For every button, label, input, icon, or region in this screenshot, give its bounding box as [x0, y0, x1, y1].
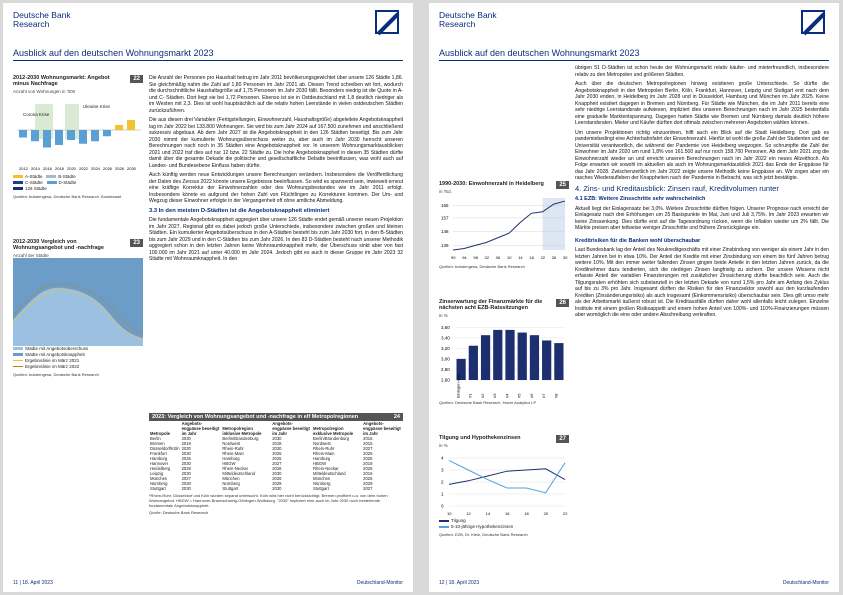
brand-name: Deutsche Bank: [439, 10, 497, 20]
table-cell: Hamburg: [313, 456, 331, 461]
x-tick: 26: [551, 255, 557, 260]
table-header: Metropolregion exklusive Metropole: [313, 426, 354, 436]
legend-item: Städte mit Angebotsüberschuss: [25, 346, 89, 351]
figure-25: [439, 181, 569, 269]
comparison-table: [149, 421, 403, 491]
x-tick: 14: [518, 255, 523, 260]
x-tick: 2026: [103, 166, 112, 171]
table-cell: HBGW: [313, 461, 327, 466]
page-title: Ausblick auf den deutschen Wohnungsmarkt 2023: [13, 48, 214, 58]
y-tick: 3: [441, 467, 444, 473]
footer: [439, 580, 829, 586]
legend-item: 5-10-jährige Hypothekenzinsen: [451, 524, 514, 529]
table-cell: 2029: [181, 466, 191, 471]
table-cell: Nürnberg: [313, 481, 331, 486]
y-tick: 1: [441, 491, 444, 497]
legend-22: [13, 174, 143, 192]
table-cell: 2025: [363, 476, 373, 481]
table-cell: Leipzig: [150, 471, 164, 476]
table-cell: 2030: [181, 446, 191, 451]
table-header: Angebots-engpässe beseitigt im Jahr: [363, 421, 401, 436]
bar: [91, 130, 99, 141]
figure-number: 25: [556, 181, 569, 189]
legend-item: D-Städte: [58, 180, 77, 185]
footer-page: 11 | 18. April 2023: [13, 580, 53, 586]
section-heading: 4. Zins- und Kreditausblick: Zinsen rauf, Kreditvolumen runter: [575, 183, 779, 193]
x-tick: 30: [563, 255, 568, 260]
table-cell: Mitteldeutschland: [313, 471, 346, 476]
y-tick: 3,60: [441, 324, 450, 330]
title-rule: [13, 60, 403, 61]
bar: [481, 335, 490, 380]
table-cell: Stuttgart: [150, 486, 166, 491]
paragraph: Um unsere Projektionen richtig einzuordnen, hilft auch ein Blick auf die Stadt Heidelberg. Dort gab es pandemiebedingt eine Achterbahnfahrt der Einwohnerzahl. Hierfür ist wohl die große Zahl der Studenten und der Universität verantwortlich, die während der Pandemie von Heidelberg wegzogen. So schrumpfte die Zahl der Einwohner im Jahr 2020 um rund 1,8% von 161.500 auf nur noch 158.700 Personen. Ab dem Jahr 2021 zog die Einwohnerzahl wieder an und erreicht unseren Berechnungen nach im Jahr 2022 ein neues Allzeithoch. Als Folge erwarten wir sowohl im aktuellen als auch im Wohnungsmarktausblick 2021 das Ende der Engpässe für das Jahr 2028. Zwischenzeitlich im Jahr 2022 zeigte unsere Methodik keine Engpässe an. Wir zogen aber ein rasches Wiederaufleben der Knappheiten nach der Pandemie in Betracht, was sich jetzt bestätigte.: [575, 129, 829, 181]
table-24: [149, 413, 403, 515]
figure-number: 23: [130, 239, 143, 247]
table-cell: 2027: [363, 486, 373, 491]
table-cell: München: [150, 476, 168, 481]
legend-item: Ergebnislinie im März 2022: [25, 364, 80, 369]
figure-title: 2012-2030 Wohnungsmarkt: Angebot minus Nachfrage: [13, 75, 110, 87]
y-tick: 0: [441, 503, 444, 509]
figure-source: Quellen: EZB, Dr. Klein, Deutsche Bank Research: [439, 532, 528, 537]
table-cell: Nordwest: [222, 441, 241, 446]
figure-number: 27: [556, 435, 569, 443]
table-cell: 2019: [181, 441, 191, 446]
table-number: 24: [393, 414, 400, 420]
figure-source: Quellen: bulwiengesa, Deutsche Bank Research: [13, 372, 99, 377]
table-cell: 2030: [181, 471, 191, 476]
legend-item: Ergebnislinie im März 2021: [25, 358, 80, 363]
x-tick: #4: [504, 393, 510, 398]
section-heading: 3.3 In den meisten D-Städten ist die Angebotsknappheit eliminiert: [149, 207, 330, 214]
figure-22: [13, 75, 143, 199]
figure-subtitle: in Tsd.: [439, 189, 452, 194]
figure-subtitle: Anzahl von Wohnungen in '000: [13, 89, 76, 94]
callout-corona: Corona Krise: [23, 112, 50, 117]
bar: [505, 330, 514, 380]
figure-23: [13, 239, 143, 377]
table-cell: Nordwest: [313, 441, 331, 446]
page-12: [429, 3, 839, 592]
y-tick: 157: [441, 215, 449, 221]
y-tick: 4: [441, 455, 444, 461]
x-tick: 02: [484, 255, 490, 260]
table-cell: 2030: [181, 481, 191, 486]
figure-subtitle: in %: [439, 443, 448, 448]
bar: [518, 333, 527, 380]
legend-item: A-Städte: [25, 174, 43, 179]
footer: [13, 580, 403, 586]
brand: [13, 11, 71, 29]
x-tick: #8: [553, 393, 559, 398]
table-cell: 2030: [181, 486, 191, 491]
paragraph: Auch künftig werden neue Entwicklungen unsere Berechnungen verändern. Insbesondere die Veröffentlichung der Daten des Zensus 2022 könnte unsere Ergebnisse beeinflussen. So wird es spannend sein, inwieweit erneut eine kräftige Korrektur der Einwohnerzahlen oder des Wohnungsbestandes wie im Jahr 2011 erfolgt. Insbesondere könnte es aufgrund der hohen Zahl von Flüchtlingen zu Korrekturen kommen. Der Um- und Wegzug dieser Einwohner erfolgte in der Vergangenheit oft ohne amtliche Abmeldung.: [149, 172, 403, 204]
deutsche-bank-logo-icon: [801, 10, 825, 34]
table-cell: 2018: [272, 441, 282, 446]
bar: [55, 130, 63, 145]
bar: [115, 125, 123, 130]
paragraph: Die Anzahl der Personen pro Haushalt betrug im Jahr 2011 bevölkerungsgewichtet über unsere 126 Städte 1,86. Sie gleichmäßig nahm die Zahl auf 1,80 Personen im Jahr 2021 ab. Diesen Trend schreiben wir fort, wodurch die durchschnittliche Haushaltsgröße auf 1,75 Personen im Jahr 2030 fällt. Besonders niedrig ist die Quote in A- und C- Städten. Dort liegt sie bei 1,72 Personen. Ebenso ist sie in Ostdeutschland mit 1,8 deutlich niedriger als im Westen mit 2,3. Dies ist wohl hauptsächlich auf die relativ hohen Leerstände in vielen ostdeutschen Städten zurückzuführen.: [149, 75, 403, 114]
callout-ukraine: Ukraine Krise: [83, 104, 111, 109]
paragraph: Die fundamentale Angebotsknappheit aggregiert über unsere 126 Städte endet gemäß unserer neuen Projektion im Jahr 2027. Regional gibt es dabei jedoch große Unterschiede, insbesondere zwischen großen und kleinen Städten. Ein kumulierter Angebotsüberschuss in den A-Städten besteht bis zum Jahr 2030 fort, in den B-Städten bis zum Jahr 2029 und in den C-Städten bis zum Jahr 2026. In den 83 D-Städten besteht nach unserer Methodik aggregiert schon in den letzten Jahren keine Wohnraumknappheit mehr, der Überschuss sinkt aber von fast 100.000 im Jahr 2021 auf unter 40.000 im Jahr 2024. Jedoch gibt es auch in dieser Gruppe im Jahr 2023 32 Städte mit Wohnraumknappheit. In den: [149, 217, 403, 262]
bar: [43, 130, 51, 148]
x-tick: 22: [540, 255, 546, 260]
x-tick: 06: [495, 255, 501, 260]
table-cell: 2030: [272, 446, 282, 451]
figure-title: Zinserwartung der Finanzmärkte für die nächsten acht EZB-Ratssitzungen: [439, 299, 543, 311]
table-cell: Berlin/Brandenburg: [222, 436, 259, 441]
bar: [469, 346, 478, 380]
table-cell: München: [222, 476, 240, 481]
bar: [554, 343, 563, 380]
figure-title: 2012-2030 Vergleich von Wohnungsangebot und -nachfrage: [13, 239, 104, 251]
x-tick: 94: [462, 255, 467, 260]
table-cell: 2029: [272, 481, 282, 486]
paragraph: Auch über die deutschen Metropolregionen hinweg existieren große Unterschiede. So dürfte die Angebotsknappheit in den Metropolen Berlin, Köln, Frankfurt, Hannover, Leipzig und Stuttgart erst nach dem Jahr 2030 enden, in Heidelberg im Jahr 2028 und in Düsseldorf, Hamburg und München im Jahr 2025. Keine Knappheit existiert dagegen in Bremen und Nürnberg. Für Städte wie München, die im Jahr 2011 bereits eine sehr niedrige Leerstandsrate aufwiesen, impliziert dies unseren Berechnungen nach im Jahr 2025 bestenfalls eine graduelle Marktentspannung. Dagegen hatten Städte wie Bremen und Nürnberg damals deutlich höhere Leerstandsraten. Mieter und Käufer dürften dort oftmals zwischen mehreren Angeboten wählen können.: [575, 81, 829, 126]
table-cell: 2030: [272, 436, 282, 441]
body-text: [149, 75, 403, 266]
x-tick: 2022: [79, 166, 88, 171]
table-cell: 2027: [272, 461, 282, 466]
table-title-bar: [149, 413, 403, 421]
x-tick: 20: [543, 511, 549, 516]
brand-name: Deutsche Bank: [13, 10, 71, 20]
chart-26: [439, 318, 569, 398]
table-cell: 2026: [272, 451, 282, 456]
subsection-heading: 4.1 EZB: Weitere Zinsschritte sehr wahrscheinlich: [575, 196, 706, 202]
chart-22: [13, 94, 143, 174]
table-cell: Stuttgart: [222, 486, 239, 491]
y-tick: 2,80: [441, 366, 450, 372]
brand-sub: Research: [439, 19, 476, 29]
figure-title: Tilgung und Hypothekenzinsen: [439, 435, 521, 441]
x-tick: 2024: [91, 166, 100, 171]
paragraph: Die aus diesen drei Variablen (Fertigstellungen, Einwohnerzahl, Haushaltsgröße) abgeleitete Angebotsknappheit lag im Jahr 2022 bei 133.800 Wohnungen. Sie wird bis zum Jahr 2024 auf 167.500 zunehmen und anschließend sukzessiv abgebaut. Ab dem Jahr 2027 ist die Angebotsknappheit in den 126 Städten beseitigt. Bis zum Jahr 2030 nimmt der kumulierte Wohnungsüberschuss weiter zu, aber auch im Jahr 2030 herrscht unseren Berechnungen nach noch in 35 Städten eine Angebotsknappheit vor. In unserem Wohnungsmarktausblicken 2021 und 2022 traf dies auf nur 12 bzw. 22 Städte zu. Die hohe Angebotsknappheit in diesen 35 Städten dürfte damit über die gesamte Dekade die politische und gesellschaftliche Debatte beeinflussen, was wohl auch auf Landes- und Bundesebene Einfluss haben dürfte.: [149, 117, 403, 169]
table-cell: Nürnberg: [222, 481, 240, 486]
x-tick: #7: [541, 393, 547, 398]
bar: [127, 120, 135, 130]
y-tick: 3,20: [441, 345, 450, 351]
bar: [493, 330, 502, 380]
figure-27: [439, 435, 569, 537]
footer-publication: Deutschland-Monitor: [356, 580, 403, 586]
y-tick: 2: [441, 479, 444, 485]
table-cell: 2026: [272, 476, 282, 481]
footer-publication: Deutschland-Monitor: [782, 580, 829, 586]
x-tick: 2018: [55, 166, 64, 171]
title-rule: [439, 60, 829, 61]
bar: [79, 130, 87, 144]
subsection-heading: Kreditrisiken für die Banken wohl überschaubar: [575, 237, 701, 244]
x-tick: 12: [466, 511, 471, 516]
table-cell: HBGW: [222, 461, 236, 466]
x-tick: 90: [451, 255, 456, 260]
table-header: Angebots-engpässe beseitigt im Jahr: [272, 421, 310, 436]
figure-number: 22: [130, 75, 143, 83]
chart-25: [439, 194, 569, 262]
table-cell: Berlin/Brandenburg: [313, 436, 350, 441]
legend-23: [13, 346, 143, 370]
table-cell: Rhein-Main: [313, 451, 335, 456]
table-cell: 2030: [272, 471, 282, 476]
chart-23: [13, 258, 143, 346]
table-cell: Rhein-Ruhr: [222, 446, 244, 451]
table-cell: 2029: [363, 481, 373, 486]
table-cell: Hamburg: [222, 456, 240, 461]
table-cell: 2030: [272, 486, 282, 491]
body-text: [575, 65, 829, 322]
bar: [19, 130, 27, 138]
table-cell: Hamburg: [150, 456, 168, 461]
x-tick: #3: [492, 393, 498, 398]
footer-page: 12 | 18. April 2023: [439, 580, 480, 586]
y-tick: 148: [441, 229, 449, 235]
y-tick: 3,40: [441, 335, 450, 341]
x-tick: 2014: [31, 166, 40, 171]
table-cell: 2030: [181, 451, 191, 456]
table-cell: 2025: [363, 466, 373, 471]
bar: [31, 130, 39, 141]
table-cell: 2025: [363, 456, 373, 461]
brand: [439, 11, 497, 29]
page-title: Ausblick auf den deutschen Wohnungsmarkt 2023: [439, 48, 640, 58]
legend-item: B-Städte: [58, 174, 76, 179]
x-tick: 18: [529, 255, 534, 260]
table-cell: 2027: [181, 476, 191, 481]
table-cell: Nürnberg: [150, 481, 168, 486]
brand-sub: Research: [13, 19, 50, 29]
x-tick: 14: [485, 511, 491, 516]
table-cell: Heidelberg: [150, 466, 171, 471]
table-row: [149, 486, 403, 491]
table-cell: München: [313, 476, 331, 481]
table-cell: Rhein-Neckar: [222, 466, 249, 471]
bar: [542, 340, 551, 380]
x-tick: 2028: [115, 166, 124, 171]
legend-item: Städte mit Angebotsknappheit: [25, 352, 85, 357]
table-cell: Bremen: [150, 441, 165, 446]
table-cell: Düsseldorf/Köln: [150, 446, 180, 451]
table-cell: Mitteldeutschland: [222, 471, 255, 476]
y-tick: 2,60: [441, 377, 450, 383]
table-cell: 2019: [363, 461, 373, 466]
x-tick: 2016: [43, 166, 52, 171]
figure-source: Quellen: bulwiengesa, Deutsche Bank Research, Bundesamt: [13, 194, 122, 199]
figure-source: Quellen: bulwiengesa, Deutsche Bank Research: [439, 264, 525, 269]
x-tick: #2: [479, 393, 485, 398]
x-tick: #6: [528, 393, 534, 398]
deutsche-bank-logo-icon: [375, 10, 399, 34]
table-header: Angebots-engpässe beseitigt im Jahr: [181, 421, 220, 436]
table-cell: 2026: [272, 466, 282, 471]
table-cell: 2016: [363, 471, 373, 476]
table-cell: Berlin: [150, 436, 161, 441]
table-cell: 2027: [363, 446, 373, 451]
x-tick: #5: [516, 393, 522, 398]
table-cell: 2025: [272, 456, 282, 461]
table-cell: 2015: [363, 441, 373, 446]
figure-source: Quellen: Deutsche Bank Research, Haver Analytics LP: [439, 400, 537, 405]
table-cell: 2030: [181, 436, 191, 441]
x-tick: 2020: [67, 166, 76, 171]
table-cell: 2030: [181, 461, 191, 466]
page-11: [3, 3, 413, 592]
legend-item: 126 Städte: [25, 186, 47, 191]
figure-subtitle: Anzahl der Städte: [13, 253, 49, 258]
bar: [103, 130, 111, 136]
series-line: [449, 460, 565, 492]
table-cell: 2025: [181, 456, 191, 461]
figure-title: 1990-2030: Einwohnerzahl in Heidelberg: [439, 181, 544, 187]
table-cell: Hannover: [150, 461, 169, 466]
x-tick: 22: [563, 511, 568, 516]
x-tick: 16: [505, 511, 510, 516]
bar: [67, 130, 75, 140]
paragraph: Aktuell liegt der Einlagensatz bei 3,0%. Weitere Zinsschritte dürften folgen. Unserer Prognose nach erreicht der Einlagesatz nach drei Erhöhungen um 25 Basispunkte im Mai, Juni und Juli 3,75%. Im Jahr 2023 erwarten wir keine Zinssenkung. Dies dürfte erst auf die Tagesordnung rücken, wenn die Inflation wieder um 2% fällt. Die Märkte preisen aber teilweise weniger Zinsschritte und frühere Zinsrückgänge ein.: [575, 205, 829, 231]
legend-item: Tilgung: [451, 518, 466, 523]
figure-subtitle: in %: [439, 313, 448, 318]
x-tick: 10: [507, 255, 512, 260]
x-tick: 2012: [19, 166, 28, 171]
x-tick: 98: [473, 255, 478, 260]
y-tick: 3,00: [441, 356, 450, 362]
x-tick: Einlagen-satz: [455, 373, 461, 398]
x-tick: 18: [524, 511, 529, 516]
y-tick: 165: [441, 203, 449, 209]
y-tick: 139: [441, 242, 449, 248]
table-note: *Rhein-Ruhr: Düsseldorf und Köln wurden separat untersucht. Köln wird hier nicht berücksichtigt. Bremen profitiert u.a. von dem hohen Wohnangebot. HBGW = Hannover-Braunschweig-Göttingen-Wolfsburg. "2030" impliziert eine auch im Jahr 2030 noch bestehende fundamentale Angebotsknappheit.: [149, 493, 388, 508]
table-cell: Rhein-Ruhr: [313, 446, 335, 451]
legend-item: C-Städte: [25, 180, 43, 185]
figure-26: [439, 299, 569, 405]
paragraph: übrigen 51 D-Städten ist schon heute der Wohnungsmarkt relativ käufer- und mieterfreundlich, insbesondere relativ zu den Metropolen und größeren Städten.: [575, 65, 829, 78]
x-tick: 2030: [127, 166, 136, 171]
bar: [530, 335, 539, 380]
table-cell: Frankfurt: [150, 451, 167, 456]
table-cell: Rhein-Main: [222, 451, 244, 456]
figure-number: 26: [556, 299, 569, 307]
table-cell: 2015: [363, 436, 373, 441]
table-source: Quelle: Deutsche Bank Research: [149, 510, 209, 515]
table-cell: Stuttgart: [313, 486, 329, 491]
table-header: Metropolregion inklusive Metropole: [222, 426, 262, 436]
table-cell: 2025: [363, 451, 373, 456]
x-tick: 10: [447, 511, 452, 516]
legend-27: [439, 518, 569, 530]
chart-27: [439, 448, 569, 518]
table-header: Metropole: [150, 431, 171, 436]
x-tick: #1: [467, 393, 473, 398]
paragraph: Laut Bundesbank lag der Anteil des Neukreditgeschäfts mit einer Zinsbindung von weniger als einem Jahr in den letzten Jahren bei in etwa 10%. Der Anteil der Kredite mit einer Zinsbindung von einem bis fünf Jahren betrug weitere 10%. Mit den immer weiter fallenden Zinsen gingen beide Anteile in den letzten Jahren zurück, da die Kreditnehmer dazu tendierten, sich die niedrigen Zinsen langfristig zu sichern. Der unsere Wissens nicht erfasste Anteil der variablen Finanzierungen mit zusätzlicher Zinssicherung dürfte beachtlich sein. Auch die Tilgungsraten erhöhten sich substanziell in der letzten Dekade von rund 1,5% pro Jahr am Anfang des Zyklus auf bis zu 3% pro Jahr. Insgesamt dürften die Risiken für den Finanzsektor sowohl aus den kurzlaufenden Krediten (Zinsänderungsrisiko) als auch insgesamt (Einkommensrisiko) überschaubar sein. Dies gilt umso mehr als der Arbeitsmarkt äußerst robust ist. Die Kreditausfälle dürften daher wohl allenfalls leicht zulegen. Einzelne Institute mit einem großen Risikoappetit und einem hohen Anteil von 100%- und 110%-Finanzierungen müssen aber womöglich die eine oder andere Abschreibung verkraften.: [575, 247, 829, 318]
table-cell: Rhein-Neckar: [313, 466, 339, 471]
table-title: 2023: Vergleich von Wohnungsangebot und -nachfrage in elf Metropolregionen: [152, 414, 359, 420]
